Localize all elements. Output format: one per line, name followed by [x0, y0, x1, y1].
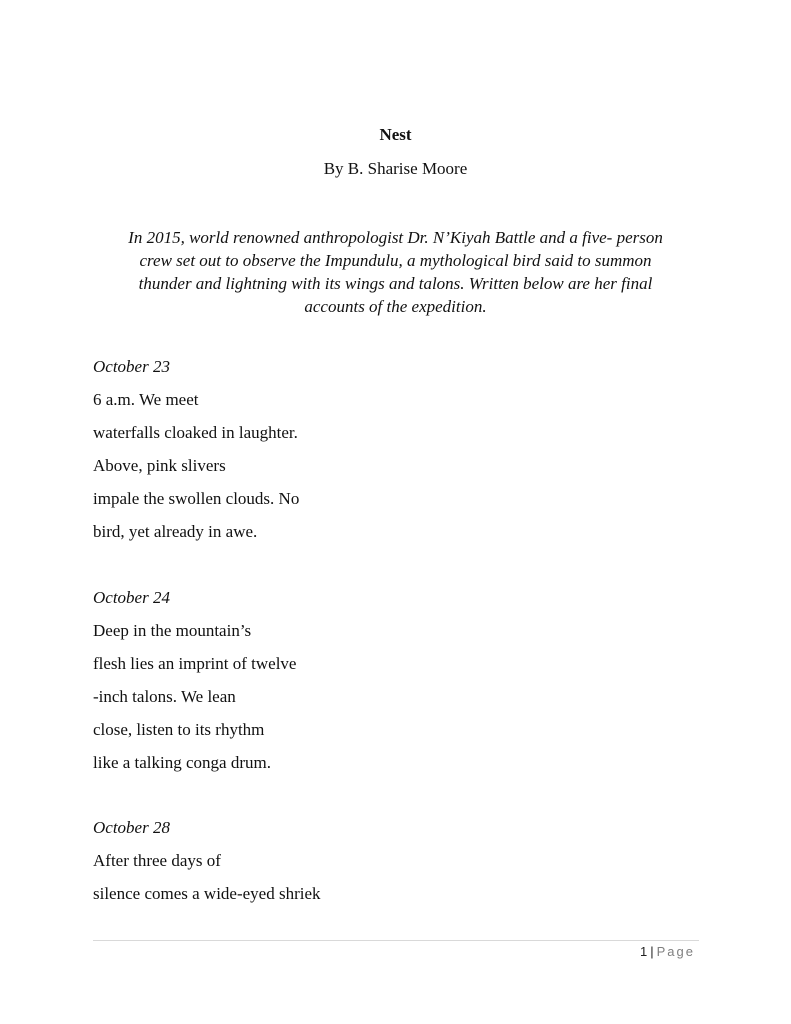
author-byline: By B. Sharise Moore: [323, 159, 468, 178]
intro-line: thunder and lightning with its wings and talons. Written below are her final: [138, 274, 653, 293]
journal-entry-october-28: [93, 818, 513, 917]
intro-paragraph: [100, 226, 691, 318]
poem-line: Above, pink slivers: [93, 456, 226, 475]
journal-entry-october-24: [93, 588, 513, 786]
poem-line: like a talking conga drum.: [93, 753, 271, 772]
entry-date: October 23: [93, 357, 170, 376]
poem-line: -inch talons. We lean: [93, 687, 236, 706]
poem-line: waterfalls cloaked in laughter.: [93, 423, 298, 442]
page-label: Page: [656, 944, 695, 959]
poem-line: 6 a.m. We meet: [93, 390, 199, 409]
footer-divider: [93, 940, 699, 941]
poem-line: silence comes a wide-eyed shriek: [93, 884, 321, 903]
intro-line: In 2015, world renowned anthropologist Dr. N’Kiyah Battle and a five- person: [128, 228, 663, 247]
page-number: 1: [640, 944, 648, 959]
poem-line: flesh lies an imprint of twelve: [93, 654, 297, 673]
poem-title: Nest: [379, 125, 412, 144]
poem-line: Deep in the mountain’s: [93, 621, 252, 640]
page-footer: [640, 944, 695, 959]
footer-separator: |: [650, 944, 654, 959]
intro-line: accounts of the expedition.: [304, 297, 487, 316]
entry-date: October 28: [93, 818, 170, 837]
entry-date: October 24: [93, 588, 170, 607]
intro-line: crew set out to observe the Impundulu, a mythological bird said to summon: [139, 251, 652, 270]
journal-entry-october-23: [93, 357, 513, 555]
poem-line: bird, yet already in awe.: [93, 522, 258, 541]
poem-line: impale the swollen clouds. No: [93, 489, 300, 508]
poem-line: close, listen to its rhythm: [93, 720, 265, 739]
poem-line: After three days of: [93, 851, 221, 870]
